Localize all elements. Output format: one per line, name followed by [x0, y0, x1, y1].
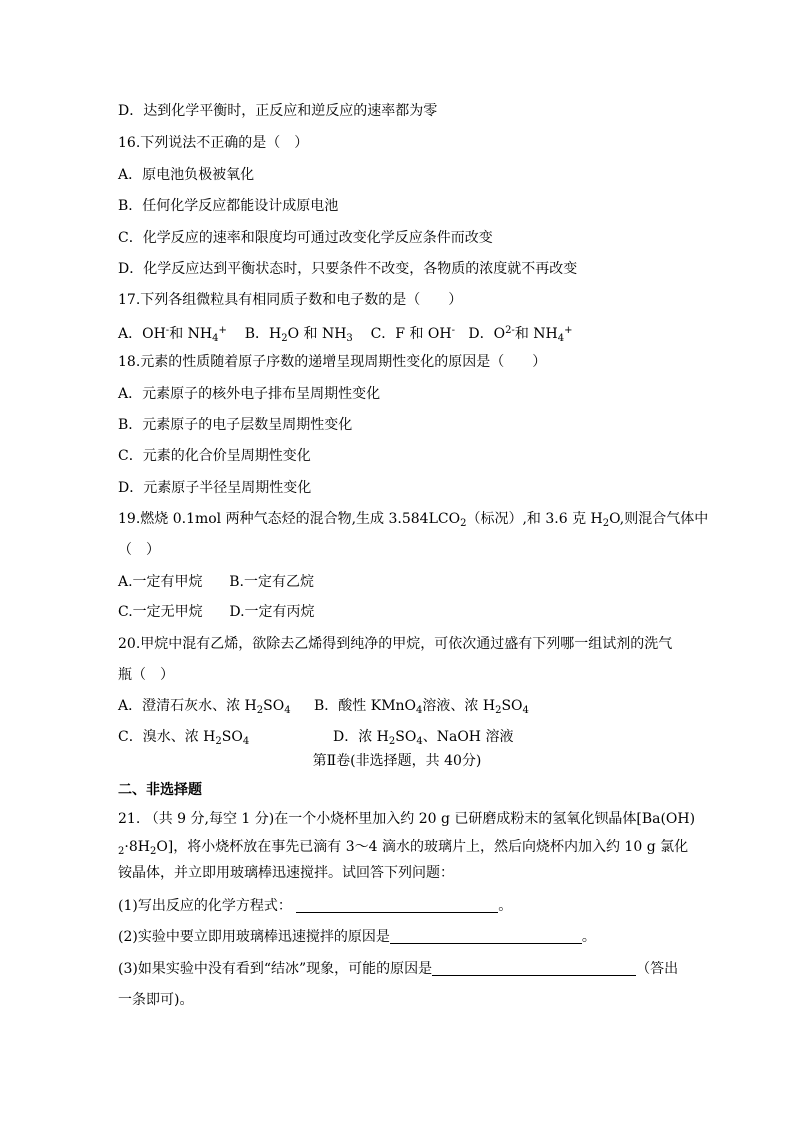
q20-option-b: B．酸性 KMnO$_4$溶液、浓 $H_2SO_4$ — [314, 698, 529, 716]
q16-stem: 16.下列说法不正确的是（ ） — [118, 135, 309, 151]
answer-blank-2[interactable] — [390, 929, 582, 944]
q18-option-d: D．元素原子半径呈周期性变化 — [118, 480, 312, 496]
q16-option-c: C．化学反应的速率和限度均可通过改变化学反应条件而改变 — [118, 230, 493, 246]
q18-option-c: C．元素的化合价呈周期性变化 — [118, 448, 311, 464]
q16-option-b: B．任何化学反应都能设计成原电池 — [118, 198, 339, 214]
q21-stem-line2: $_2\cdot 8H_2O$]，将小烧杯放在事先已滴有 3～4 滴水的玻璃片上，然后向烧杯内加入约 10 g 氯化 — [118, 839, 689, 857]
q17-options — [118, 322, 573, 348]
q21-part3-line2: 一条即可)。 — [118, 992, 194, 1008]
q18-option-a: A．元素原子的核外电子排布呈周期性变化 — [118, 386, 381, 402]
part2-title: 第Ⅱ卷(非选择题，共 40分) — [312, 753, 482, 769]
answer-blank-1[interactable] — [296, 898, 498, 913]
q17-option-a: A．OH-和 $NH_4^+$ — [118, 325, 227, 344]
q19-option-b: B.一定有乙烷 — [229, 574, 315, 590]
q17-option-c: C．F 和 OH- — [370, 325, 455, 342]
q18-option-b: B．元素原子的电子层数呈周期性变化 — [118, 417, 353, 433]
q19-option-d: D.一定有丙烷 — [229, 604, 315, 620]
q19-option-c: C.一定无甲烷 — [118, 604, 203, 620]
q16-option-a: A．原电池负极被氧化 — [118, 167, 255, 183]
q19-option-a: A.一定有甲烷 — [118, 574, 203, 590]
q18-stem: 18.元素的性质随着原子序数的递增呈现周期性变化的原因是（ ） — [118, 354, 547, 370]
q21-stem-line1: 21. （共 9 分,每空 1 分)在一个小烧杯里加入约 20 g 已研磨成粉末的氢氧化钡晶体[Ba(OH) — [118, 811, 696, 827]
q20-stem-line1: 20.甲烷中混有乙烯，欲除去乙烯得到纯净的甲烷，可依次通过盛有下列哪一组试剂的洗气 — [118, 636, 673, 652]
answer-blank-3[interactable] — [432, 961, 636, 976]
q17-option-d: D．$O^{2-}$和 $NH_4^+$ — [468, 325, 573, 344]
q21-part2: (2)实验中要立即用玻璃棒迅速搅拌的原因是 。 — [118, 929, 596, 945]
section-heading: 二、非选择题 — [118, 782, 202, 798]
q16-option-d: D．化学反应达到平衡状态时，只要条件不改变，各物质的浓度就不再改变 — [118, 261, 578, 277]
q20-option-a: A．澄清石灰水、浓 $H_2SO_4$ — [118, 698, 291, 716]
q15-option-d: D．达到化学平衡时，正反应和逆反应的速率都为零 — [118, 103, 438, 119]
q17-stem: 17.下列各组微粒具有相同质子数和电子数的是（ ） — [118, 292, 463, 308]
q19-stem: 19.燃烧 0.1mol 两种气态烃的混合物,生成 $3.584LCO_2$（标况）,和 3.6 克 $H_2O$,则混合气体中 — [118, 511, 709, 529]
q21-part1: (1)写出反应的化学方程式： 。 — [118, 898, 513, 914]
q20-option-d: D．浓 $H_2SO_4$、NaOH 溶液 — [333, 729, 514, 747]
q21-stem-line3: 铵晶体，并立即用玻璃棒迅速搅拌。试回答下列问题： — [118, 865, 454, 881]
q21-part3: (3)如果实验中没有看到“结冰”现象，可能的原因是 （答出 — [118, 961, 679, 977]
q19-options-ab — [118, 573, 314, 591]
q20-option-c: C．溴水、浓 $H_2SO_4$ — [118, 729, 250, 747]
q19-options-cd — [118, 603, 315, 621]
q19-paren: （ ） — [118, 542, 160, 558]
q17-option-b: B．$H_2O$ 和 $NH_3$ — [244, 326, 353, 344]
q20-stem-line2: 瓶（ ） — [118, 667, 174, 683]
